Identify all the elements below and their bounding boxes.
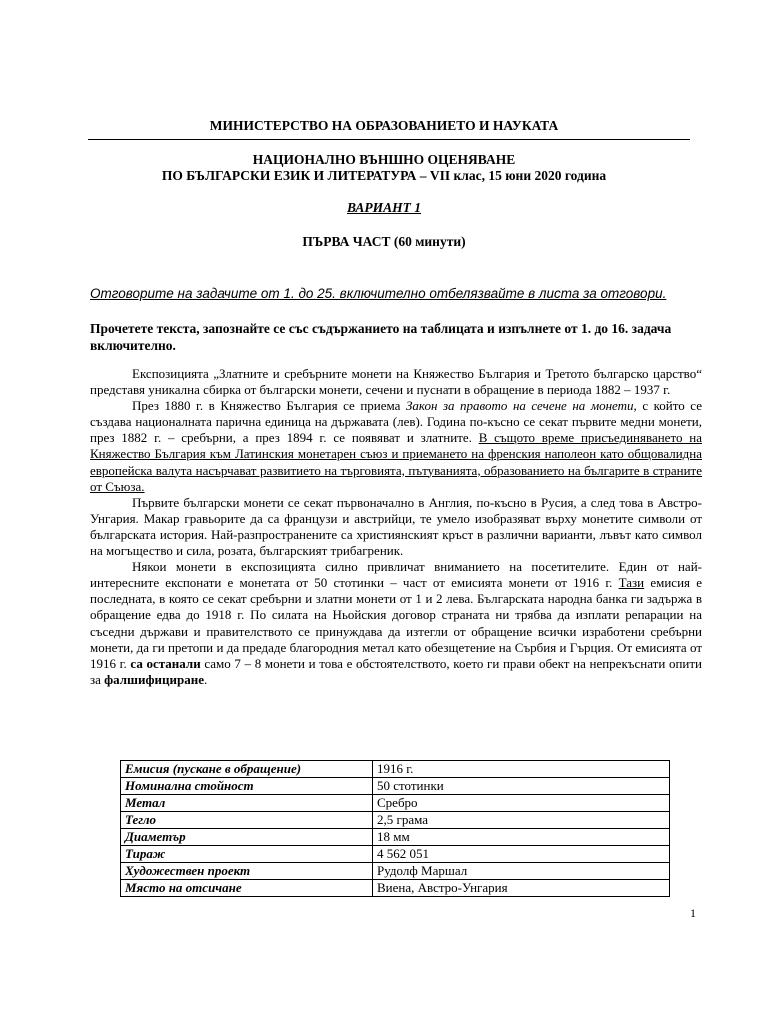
table-row <box>121 829 670 846</box>
table-value: 4 562 051 <box>373 846 670 863</box>
page-number: 1 <box>690 906 696 920</box>
table-value: Сребро <box>373 795 670 812</box>
table-key: Номинална стойност <box>121 778 373 795</box>
table-key: Художествен проект <box>121 863 373 880</box>
table-value: Виена, Австро-Унгария <box>373 880 670 897</box>
table-row <box>121 863 670 880</box>
table-value: 18 мм <box>373 829 670 846</box>
ministry-heading: МИНИСТЕРСТВО НА ОБРАЗОВАНИЕТО И НАУКАТА <box>209 118 559 133</box>
table-value: 2,5 грама <box>373 812 670 829</box>
table-value: 1916 г. <box>373 761 670 778</box>
bold-phrase-2: фалшифициране <box>104 671 204 687</box>
bold-phrase-1: са останали <box>130 655 201 671</box>
table-row <box>121 812 670 829</box>
paragraph-1: Експозицията „Златните и сребърните монети на Княжество България и Третото българско царство“ представя уникална сбирка от български монети, сечени и пуснати в обращение в периода 1882 – 1937 г. <box>90 366 702 398</box>
table-row <box>121 795 670 812</box>
table-key: Място на отсичане <box>121 880 373 897</box>
table-key: Метал <box>121 795 373 812</box>
table-value: Рудолф Маршал <box>373 863 670 880</box>
variant-label: ВАРИАНТ 1 <box>346 200 422 215</box>
table-value: 50 стотинки <box>373 778 670 795</box>
header-divider <box>88 139 690 140</box>
table-row <box>121 761 670 778</box>
table-key: Тегло <box>121 812 373 829</box>
table-row <box>121 846 670 863</box>
table-key: Тираж <box>121 846 373 863</box>
underlined-sentence: В същото време присъединяването на Княжество България към Латинския монетарен съюз и приемането на френския наполеон като общовалидна европейска валута насърчават развитието на търговията, пътуванията, образованието на българите в страните от Съюза. <box>90 430 702 494</box>
passage-text <box>90 366 702 688</box>
table-key: Емисия (пускане в обращение) <box>121 761 373 778</box>
reading-instruction: Прочетете текста, запознайте се със съдържанието на таблицата и изпълнете от 1. до 16. задача включително. <box>90 321 672 353</box>
table-row <box>121 880 670 897</box>
table-key: Диаметър <box>121 829 373 846</box>
table-row <box>121 778 670 795</box>
part-label: ПЪРВА ЧАСТ (60 минути) <box>302 234 466 249</box>
exam-title-line2: ПО БЪЛГАРСКИ ЕЗИК И ЛИТЕРАТУРА – VII клас, 15 юни 2020 година <box>161 168 607 183</box>
paragraph-2: През 1880 г. в Княжество България се приема Закон за правото на сечене на монети, с който се създава националната парична единица на държавата (лев). Година по-късно се секат първите медни монети, през 1882 г. – сребърни, а през 1894 г. се появяват и златните. В същото време присъединяването на Княжество България към Латинския монетарен съюз и приемането на френския наполеон като общовалидна европейска валута насърчават развитието на търговията, пътуванията, образованието на българите в страните от Съюза. <box>90 398 702 494</box>
paragraph-3: Първите български монети се секат първоначално в Англия, по-късно в Русия, а след това в Австро-Унгария. Макар гравьорите да са французи и австрийци, те умело изобразяват върху монетите символи от българската история. Най-разпространените са християнският кръст в различни варианти, лъвът като символ на могъщество и сила, розата, българският трибагреник. <box>90 494 702 559</box>
law-title: Закон за правото на сечене на монети <box>405 398 634 414</box>
answers-instruction: Отговорите на задачите от 1. до 25. включително отбелязвайте в листа за отговори. <box>90 286 667 301</box>
exam-title-line1: НАЦИОНАЛНО ВЪНШНО ОЦЕНЯВАНЕ <box>252 152 516 167</box>
paragraph-4: Някои монети в експозицията силно привличат вниманието на посетителите. Един от най-интересните експонати е монетата от 50 стотинки – част от емисията монети от 1916 г. Тази емисия е последната, в която се секат сребърни и златни монети от 1 и 2 лева. Българската народна банка ги задържа в обращение едва до 1918 г. По силата на Ньойския договор страната ни трябва да изплати репарации на съседни държави и правителството се принуждава да изтегли от обращение всички изработени сребърни монети, да ги претопи и да предаде благородния метал като обезщетение на Сърбия и Гърция. От емисията от 1916 г. са останали само 7 – 8 монети и това е обстоятелството, което ги прави обект на непрекъснати опити за фалшифициране. <box>90 559 702 687</box>
underlined-word: Тази <box>618 575 645 591</box>
coin-spec-table <box>120 760 670 897</box>
